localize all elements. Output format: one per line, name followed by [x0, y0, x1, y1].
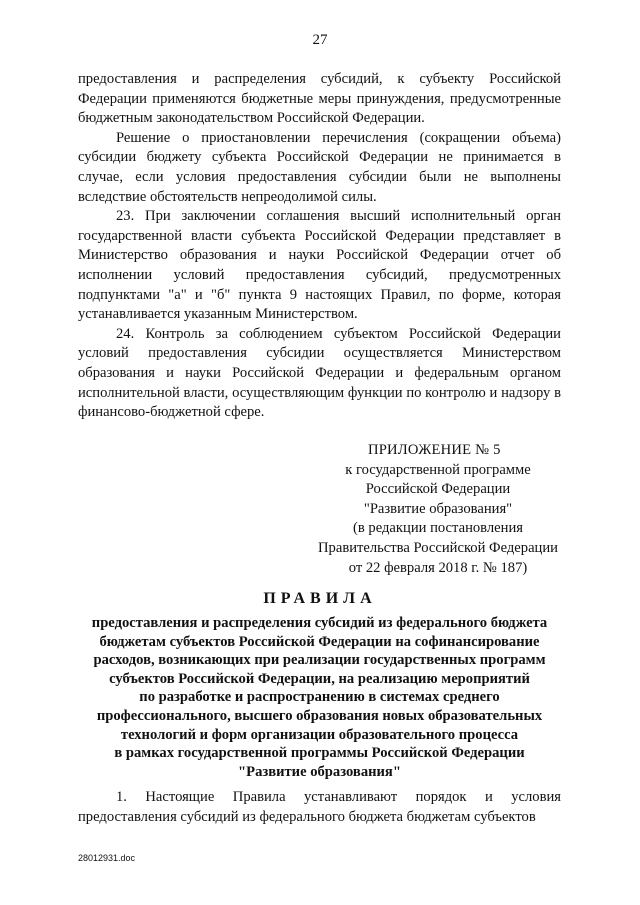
rules-subtitle [78, 614, 561, 781]
rules-paragraph-1: 1. Настоящие Правила устанавливают порядок и условия предоставления субсидий из федерального бюджета бюджетам субъектов [78, 789, 561, 825]
footer-file-name: 28012931.doc [78, 853, 136, 863]
appendix-line: (в редакции постановления [353, 520, 523, 537]
rules-subtitle-line: в рамках государственной программы Российской Федерации [114, 745, 525, 762]
appendix-line: к государственной программе [345, 461, 531, 478]
rules-subtitle-line: "Развитие образования" [238, 763, 401, 780]
appendix-heading: ПРИЛОЖЕНИЕ № 5 [368, 442, 501, 458]
paragraph-item-24: 24. Контроль за соблюдением субъектом Российской Федерации условий предоставления субсидии осуществляется Министерством образования и науки Российской Федерации и федеральным органом исполнительной власти, осуществляющим функции по контролю и надзору в финансово-бюджетной сфере. [78, 325, 561, 421]
paragraph-suspension-decision: Решение о приостановлении перечисления (сокращении объема) субсидии бюджету субъекта Российской Федерации не принимается в случае, если условия предоставления субсидии были не выполнены вследствие обстоятельств непреодолимой силы. [78, 129, 561, 205]
appendix-line: от 22 февраля 2018 г. № 187) [348, 559, 528, 576]
rules-subtitle-line: по разработке и распространению в системах среднего [139, 689, 500, 706]
rules-subtitle-line: расходов, возникающих при реализации государственных программ [93, 652, 546, 669]
rules-subtitle-line: профессионального, высшего образования новых образовательных [96, 707, 543, 724]
appendix-line: Российской Федерации [365, 481, 511, 498]
rules-subtitle-line: субъектов Российской Федерации, на реализацию мероприятий [109, 670, 530, 687]
rules-title: ПРАВИЛА [263, 590, 377, 607]
paragraph-continuation: предоставления и распределения субсидий, к субъекту Российской Федерации применяются бюджетные меры принуждения, предусмотренные бюджетным законодательством Российской Федерации. [78, 71, 561, 127]
rules-first-paragraph-block [78, 787, 561, 827]
body-text [78, 70, 561, 423]
appendix-line: Правительства Российской Федерации [318, 539, 558, 556]
rules-subtitle-line: предоставления и распределения субсидий из федерального бюджета [91, 615, 548, 631]
rules-subtitle-line: бюджетам субъектов Российской Федерации на софинансирование [99, 633, 540, 650]
appendix-block [300, 441, 576, 578]
rules-subtitle-line: технологий и форм организации образовательного процесса [120, 726, 519, 743]
appendix-line: "Развитие образования" [363, 500, 513, 517]
paragraph-item-23: 23. При заключении соглашения высший исполнительный орган государственной власти субъекта Российской Федерации представляет в Министерство образования и науки Российской Федерации отчет об исполнении условий предоставления субсидий, предусмотренных подпунктами "а" и "б" пункта 9 настоящих Правил, по форме, которая устанавливается указанным Министерством. [78, 208, 561, 323]
page-number: 27 [312, 32, 328, 48]
